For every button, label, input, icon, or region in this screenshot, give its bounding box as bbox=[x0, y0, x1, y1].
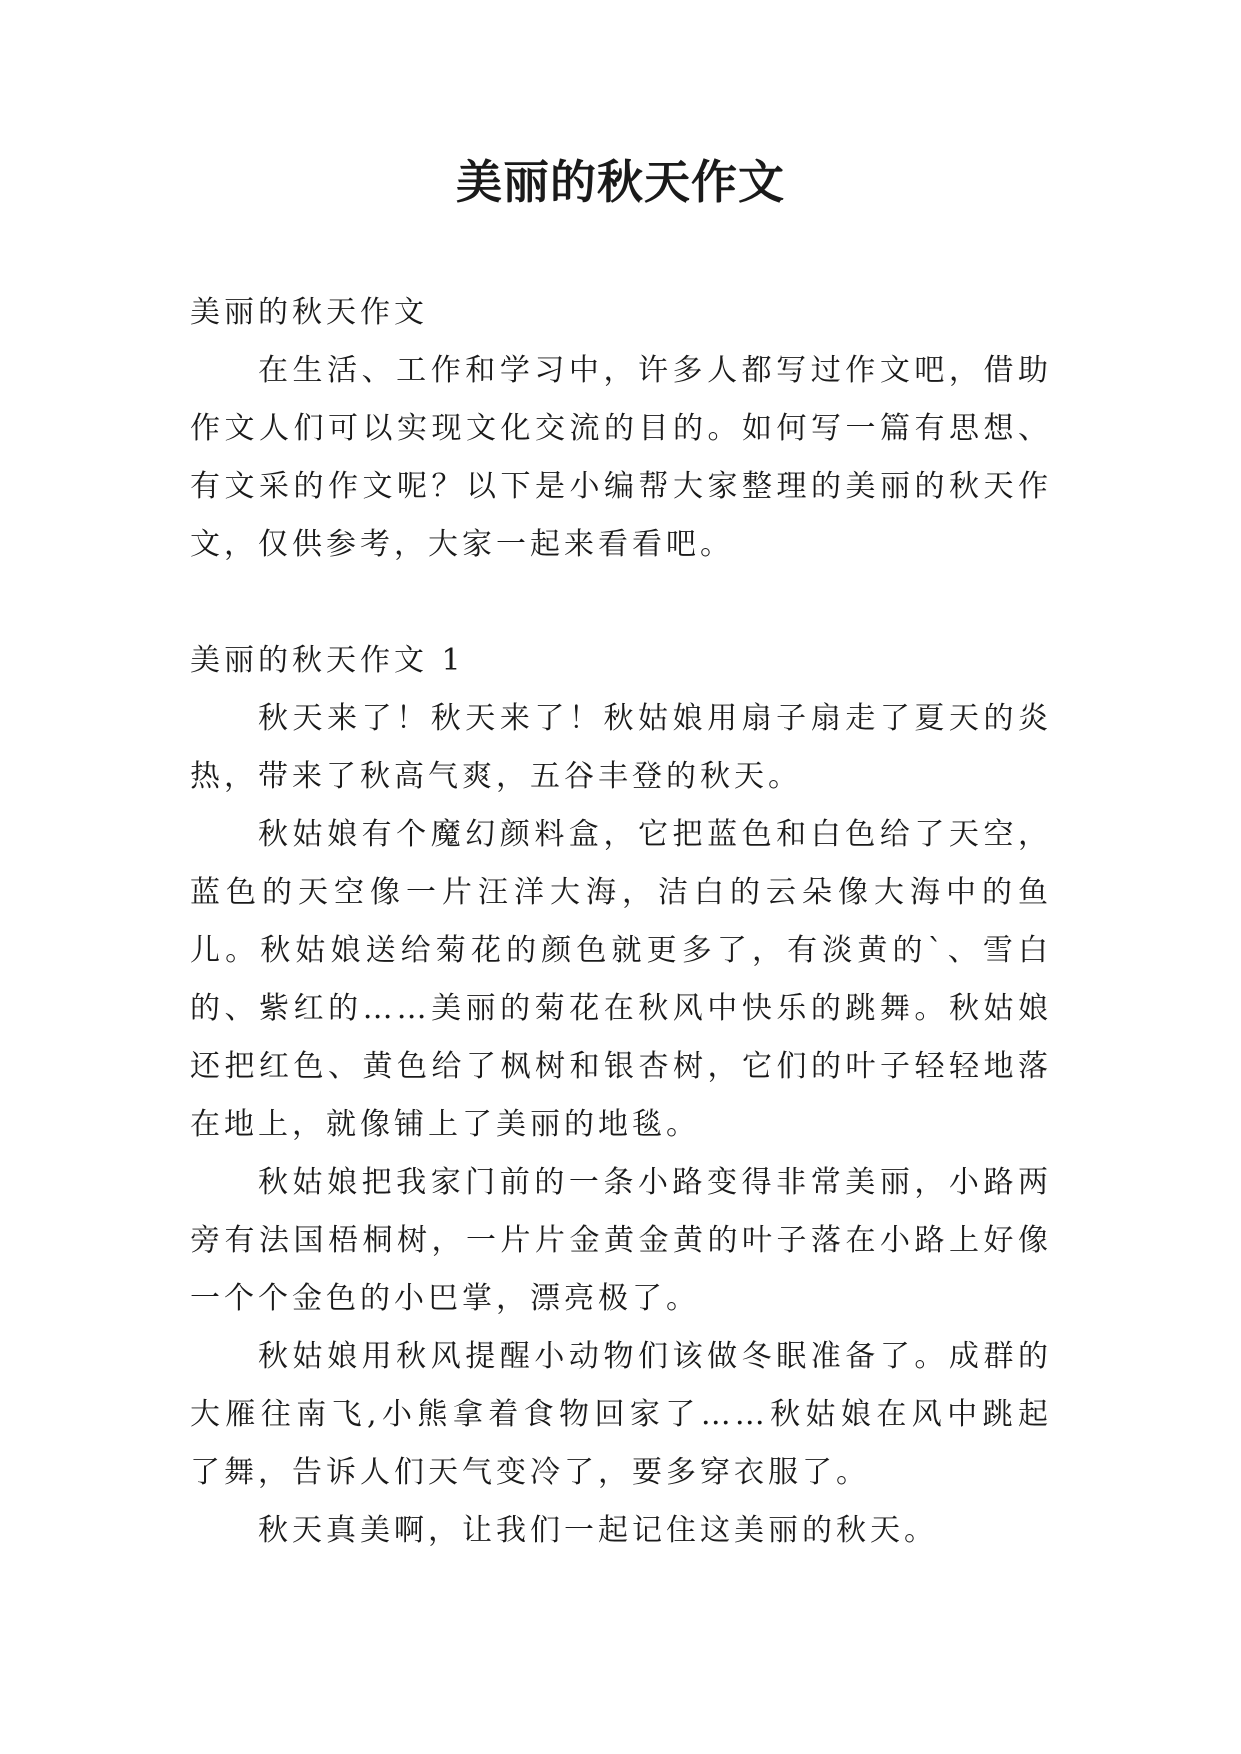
document-body bbox=[190, 284, 1052, 1560]
essay-paragraph: 秋姑娘用秋风提醒小动物们该做冬眠准备了。成群的大雁往南飞,小熊拿着食物回家了……秋姑娘在风中跳起了舞，告诉人们天气变冷了，要多穿衣服了。 bbox=[190, 1339, 1052, 1490]
essay-paragraph: 秋姑娘把我家门前的一条小路变得非常美丽，小路两旁有法国梧桐树，一片片金黄金黄的叶子落在小路上好像一个个金色的小巴掌，漂亮极了。 bbox=[190, 1165, 1052, 1316]
document-subtitle: 美丽的秋天作文 bbox=[190, 295, 428, 330]
intro-paragraph: 在生活、工作和学习中，许多人都写过作文吧，借助作文人们可以实现文化交流的目的。如何写一篇有思想、有文采的作文呢？以下是小编帮大家整理的美丽的秋天作文，仅供参考，大家一起来看看吧。 bbox=[190, 353, 1052, 562]
document-title: 美丽的秋天作文 bbox=[456, 155, 785, 209]
essay-paragraph: 秋天真美啊，让我们一起记住这美丽的秋天。 bbox=[258, 1513, 938, 1548]
essay-paragraph: 秋姑娘有个魔幻颜料盒，它把蓝色和白色给了天空，蓝色的天空像一片汪洋大海，洁白的云朵像大海中的鱼儿。秋姑娘送给菊花的颜色就更多了，有淡黄的`、雪白的、紫红的……美丽的菊花在秋风中快乐的跳舞。秋姑娘还把红色、黄色给了枫树和银杏树，它们的叶子轻轻地落在地上，就像铺上了美丽的地毯。 bbox=[190, 817, 1052, 1142]
essay-paragraph: 秋天来了！秋天来了！秋姑娘用扇子扇走了夏天的炎热，带来了秋高气爽，五谷丰登的秋天。 bbox=[190, 701, 1052, 794]
essay-heading: 美丽的秋天作文 1 bbox=[190, 643, 465, 678]
